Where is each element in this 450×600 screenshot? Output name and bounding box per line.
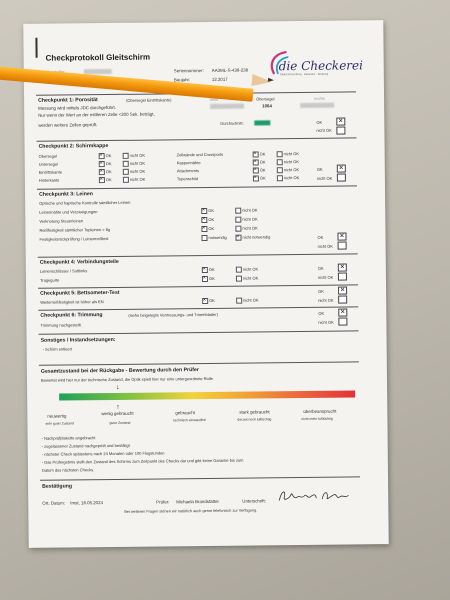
cp4-ok-label: OK (317, 265, 324, 271)
ort-label: Ort, Datum: (42, 500, 66, 506)
cp3-row-verknotung: Verknotung Steuerleinen (39, 218, 84, 224)
cp4-not-ok-label: nicht OK (317, 274, 334, 280)
cp2-ok-zellwaende[interactable]: ✕OK (253, 151, 266, 157)
cp3-row-reissfestigkeit: Reißfestigkeit sämtlicher Topleinen > 8g (39, 227, 111, 233)
sonstiges-item: - Schirm entleert (42, 346, 73, 352)
baujahr-label: Baujahr: (173, 77, 191, 83)
cp5-ok-checkbox[interactable]: ✕ (340, 287, 346, 294)
cp6-title-note: (siehe beigelegte Vermessungs- und Trimmblatter) (128, 311, 218, 318)
cp1-ok-checkbox[interactable]: ✕ (338, 118, 344, 125)
serial-label: Seriennummer: (173, 68, 204, 74)
cp3-not-ok-label: nicht OK (317, 243, 333, 249)
scale-gebraucht-sub: technisch einwandfrei (173, 418, 207, 423)
cp6-row: Trimmung nachgestellt (40, 322, 81, 328)
cp5-not-ok-checkbox[interactable] (338, 296, 347, 304)
cp1-col-links: links (210, 96, 219, 102)
gesamt-title: Gesamtzustand bei der Rückgabe - Bewertung durch den Prüfer (40, 367, 199, 375)
selected-up-arrow-icon: ↑ (116, 403, 120, 411)
cp2-ok-kappennaehte[interactable]: ✕OK (253, 159, 266, 165)
cp3-ok-naehte[interactable]: ✕OK (201, 208, 214, 214)
cp5-not-ok-label: nicht OK (318, 297, 334, 303)
cp3-nicht-notwendig[interactable]: ✕nicht notwendig (235, 234, 270, 240)
note-1: - Nachprüfplakette angebracht (41, 435, 96, 441)
cp2-notok-attachments[interactable]: nicht OK (277, 167, 299, 173)
cp2-ok-checkbox[interactable]: ✕ (338, 165, 344, 172)
cp2-not-ok-label: nicht OK (316, 175, 333, 181)
cp1-col-rechts: rechts (314, 95, 325, 101)
cp2-notok-hinterkante[interactable]: nicht OK (123, 177, 145, 183)
cp2-ok-hinterkante[interactable]: ✕OK (99, 177, 112, 183)
baujahr-value: 12.2017 (211, 76, 228, 82)
cp4-title: Checkpunkt 4: Verbindungsteile (39, 258, 119, 266)
cp2-ok-label: OK (316, 166, 323, 172)
unterschrift-label: Unterschrift: (242, 498, 266, 504)
scale-wenig-gebraucht: wenig gebraucht (101, 410, 134, 417)
cp1-links-redacted (210, 104, 244, 109)
cp6-ok-checkbox[interactable]: ✕ (340, 309, 346, 316)
cp3-row-festigkeit: Festigkeitsrückprüfung / Leinenreißtest (39, 236, 109, 242)
cp4-ok-leinenschloesser[interactable]: ✕OK (202, 267, 215, 273)
cp3-ok-reissfestigkeit[interactable]: ✕OK (201, 226, 214, 232)
scale-stark-gebraucht: stark gebraucht (239, 409, 270, 415)
cp1-durchschnitt-value (254, 120, 270, 125)
cp2-ok-untersegel[interactable]: ✕OK (99, 161, 112, 167)
serial-value: AA3ML-S-438-238 (211, 67, 249, 73)
cp5-notok-option[interactable]: nicht OK (236, 297, 258, 303)
cp1-ok-label: OK (316, 119, 323, 125)
cp3-notok-naehte[interactable]: nicht OK (235, 207, 257, 213)
cp1-col-obersegel: Obersegel (256, 95, 275, 101)
divider (39, 361, 359, 365)
divider (36, 137, 356, 141)
cp2-notok-untersegel[interactable]: nicht OK (123, 161, 145, 167)
note-4: - Das Prüfergebnis stellt den Zustand des Schirms zum Zeitpunkt des Checks dar und gibt keine Garantie bis zum (41, 457, 244, 465)
page-title: Checkprotokoll Gleitschirm (45, 52, 151, 63)
cp1-line3: werden weitere Zellen geprüft. (38, 122, 98, 128)
divider (37, 185, 357, 189)
cp4-row-tragegurte: Tragegurte (39, 277, 60, 283)
cp3-not-ok-checkbox[interactable] (338, 242, 347, 250)
scale-ueberbeansprucht: überbeansprucht (303, 408, 337, 414)
cp3-notwendig[interactable]: notwendig (201, 235, 226, 241)
cp2-ok-typenschild[interactable]: ✕OK (253, 175, 266, 181)
footer-note: Bei weiteren Fragen stehen wir natürlich auch gerne telefonisch zur Verfügung. (124, 508, 258, 514)
cp5-ok-label: OK (318, 288, 324, 294)
cp3-ok-checkbox[interactable]: ✕ (339, 233, 345, 240)
logo-tagline: Gleitschirmprüfung · Reparatur · Beratung (279, 72, 329, 77)
cp1-not-ok-checkbox[interactable] (336, 127, 345, 135)
logo-text: die Checkerei (278, 58, 364, 74)
selected-arrow-icon: ↓ (116, 383, 120, 391)
divider (38, 306, 358, 310)
cp5-ok-option[interactable]: ✕ OK (202, 298, 215, 304)
note-5: Datum des nächsten Checks. (41, 467, 95, 473)
cp3-ok-label: OK (317, 234, 324, 240)
cp2-notok-zellwaende[interactable]: nicht OK (277, 151, 299, 157)
cp2-row-zellwaende: Zellwände und Crossports (176, 151, 224, 158)
cp2-notok-obersegel[interactable]: nicht OK (123, 153, 145, 159)
cp2-row-obersegel: Obersegel (38, 153, 58, 159)
cp6-not-ok-label: nicht OK (318, 319, 334, 325)
cp2-ok-obersegel[interactable]: ✕OK (99, 153, 112, 159)
cp2-row-hinterkante: Hinterkante (38, 177, 60, 183)
cp3-notok-verknotung[interactable]: nicht OK (235, 216, 257, 222)
bestaetigung-title: Bestätigung (42, 483, 73, 490)
pruefer-label: Prüfer: (156, 499, 170, 505)
scale-gebraucht: gebraucht (175, 410, 195, 416)
condition-scale-bar (59, 390, 355, 400)
note-3: - nächster Check spätestens nach 24 Monaten oder 100 Flugstunden (41, 450, 165, 457)
scale-neuwertig-sub: sehr guter Zustand (45, 421, 74, 426)
cp4-notok-tragegurte[interactable]: nicht OK (236, 275, 258, 281)
divider (38, 284, 358, 288)
header-bar (35, 38, 37, 58)
scale-ueberbeansprucht-sub: nicht mehr lufttüchtig (301, 416, 333, 422)
cp2-row-typenschild: Typenschild (176, 176, 199, 182)
divider (39, 330, 359, 334)
cp2-row-eintrittskante: Eintrittskante (38, 169, 62, 175)
cp2-row-untersegel: Untersegel (38, 161, 59, 167)
cp5-title: Checkpunkt 5: Bettsometer-Test (40, 289, 120, 297)
cp1-title: Checkpunkt 1: Porosität (38, 97, 98, 104)
cp2-notok-eintrittskante[interactable]: nicht OK (123, 169, 145, 175)
gesamt-subtitle: Bewertet wird hier nur der technische Zustand, die Optik spielt hier nur eine untergeordnete Rolle (40, 375, 213, 383)
cp4-row-leinenschloesser: Leinenschlösser / Softlinks (39, 268, 88, 274)
cp4-not-ok-checkbox[interactable] (338, 273, 347, 281)
cp2-notok-typenschild[interactable]: nicht OK (277, 175, 299, 181)
protocol-sheet (23, 20, 388, 548)
cp3-notok-reissfestigkeit[interactable]: nicht OK (235, 225, 257, 231)
cp5-row: Weiterreißfestigkeit ist höher als EN (40, 299, 104, 305)
cp3-title: Checkpunkt 3: Leinen (39, 191, 93, 198)
scale-wenig-gebraucht-sub: guter Zustand (109, 420, 131, 426)
signature-icon (276, 486, 352, 505)
cp2-ok-attachments[interactable]: ✕OK (253, 167, 266, 173)
pruefer-value: Michaela Brandstätter (176, 498, 220, 505)
cp6-ok-label: OK (318, 310, 325, 316)
cp2-ok-eintrittskante[interactable]: ✕OK (99, 169, 112, 175)
scale-stark-gebraucht-sub: derzeit noch lufttüchtig (237, 417, 272, 422)
note-2: - zugelassener Zustand nachgeprüft und bestätigt (41, 442, 130, 449)
cp4-ok-tragegurte[interactable]: ✕OK (202, 276, 215, 282)
divider (40, 476, 360, 480)
scale-neuwertig: neuwertig (47, 413, 67, 419)
cp2-not-ok-checkbox[interactable] (337, 174, 346, 182)
cp1-line2: Nur wenn der Wert an der mittleren Zelle <200 Sek. beträgt, (38, 111, 155, 118)
cp1-line1: Messung wird mittels JDC durchgeführt. (38, 104, 117, 111)
sonstiges-title: Sonstiges / Instandsetzungen: (40, 336, 116, 344)
cp6-title: Checkpunkt 6: Trimmung (40, 312, 103, 319)
cp3-intro: Optische und haptische Kontrolle sämtlicher Leinen. (39, 199, 132, 206)
cp6-not-ok-checkbox[interactable] (338, 318, 347, 326)
cp2-row-kappennaehte: Kappennähte (176, 160, 201, 166)
cp1-durchschnitt-label: Durchschnitt: (220, 120, 244, 126)
ort-value: Imst, 16.05.2024 (70, 500, 104, 506)
cp1-title-note: (Obersegel Eintrittskante) (126, 96, 172, 103)
cp4-notok-leinenschloesser[interactable]: nicht OK (236, 266, 258, 272)
cp2-title: Checkpunkt 2: Schirmkappe (38, 143, 109, 150)
cp2-notok-kappennaehte[interactable]: nicht OK (277, 159, 299, 165)
divider (38, 253, 358, 257)
cp1-mid-value: 1064 (262, 103, 272, 109)
pencil-lead (268, 78, 274, 83)
cp3-row-naehte: Leinennähte und Verzweigungen (39, 209, 98, 215)
cp2-row-attachments: Attachments (176, 168, 200, 174)
cp3-ok-verknotung[interactable]: ✕OK (201, 217, 214, 223)
cp1-rechts-redacted (300, 103, 334, 108)
cp4-ok-checkbox[interactable]: ✕ (339, 264, 345, 271)
cp1-not-ok-label: nicht OK (316, 127, 332, 133)
